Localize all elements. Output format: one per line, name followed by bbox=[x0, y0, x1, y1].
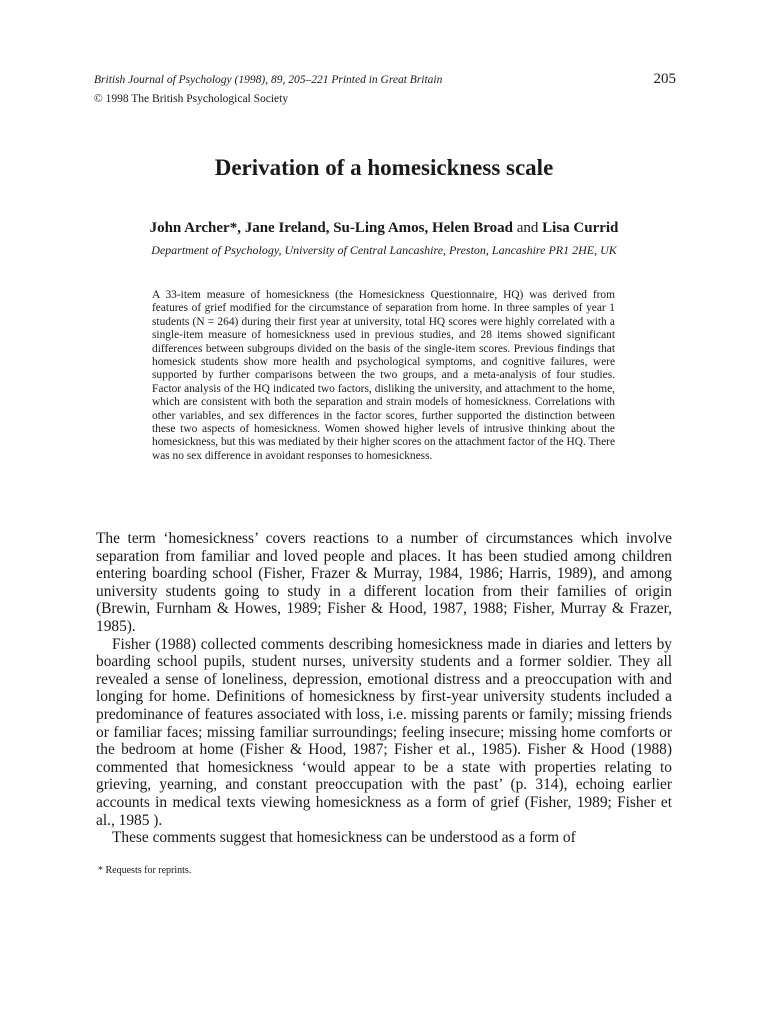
page-number: 205 bbox=[653, 71, 676, 87]
abstract: A 33-item measure of homesickness (the Homesickness Questionnaire, HQ) was derived from features of grief modified for the circumstance of separation from home. In three samples of year 1 students (N = 264) during their first year at university, total HQ scores were highly correlated with a single-item measure of homesickness used in previous studies, and 28 items showed significant differences between subgroups divided on the basis of the single-item scores. Previous findings that homesick students show more health and psychological symptoms, and cognitive failures, were supported by further comparisons between the two groups, and a meta-analysis of four studies. Factor analysis of the HQ indicated two factors, disliking the university, and attachment to the home, which are consistent with both the separation and strain models of homesickness. Correlations with other variables, and sex differences in the factor scores, further supported the distinction between these two aspects of homesickness. Women showed higher levels of intrusive thinking about the homesickness, but this was mediated by their higher scores on the attachment factor of the HQ. There was no sex difference in avoidant responses to homesickness. bbox=[152, 289, 615, 462]
footnote: * Requests for reprints. bbox=[98, 865, 192, 876]
body-paragraph-3: These comments suggest that homesickness can be understood as a form of bbox=[112, 829, 576, 847]
authors-main: John Archer*, Jane Ireland, Su-Ling Amos, Helen Broad bbox=[149, 220, 513, 236]
authors-last: Lisa Currid bbox=[542, 220, 619, 236]
body-paragraph-2: Fisher (1988) collected comments describing homesickness made in diaries and letters by boarding school pupils, student nurses, university students and a former soldier. They all revealed a sense of loneliness, depression, emotional distress and a preoccupation with and longing for home. Definitions of homesickness by first-year university students included a predominance of features associated with loss, i.e. missing parents or family; missing friends or familiar faces; missing familiar surroundings; feeling insecure; missing home comforts or the bedroom at home (Fisher & Hood, 1987; Fisher et al., 1985). Fisher & Hood (1988) commented that homesickness ‘would appear to be a state with properties relating to grieving, yearning, and constant preoccupation with the past’ (p. 314), echoing earlier accounts in medical texts viewing homesickness as a form of grief (Fisher, 1989; Fisher et al., 1985 ). bbox=[96, 635, 672, 829]
journal-citation: British Journal of Psychology (1998), 89, 205–221 Printed in Great Britain bbox=[94, 74, 443, 86]
body-text bbox=[96, 530, 672, 847]
author-list bbox=[0, 220, 768, 237]
article-title: Derivation of a homesickness scale bbox=[214, 155, 554, 180]
copyright-line: © 1998 The British Psychological Society bbox=[94, 93, 289, 105]
running-header bbox=[94, 70, 676, 109]
author-affiliation: Department of Psychology, University of Central Lancashire, Preston, Lancashire PR1 2HE, UK bbox=[151, 243, 617, 257]
body-paragraph-1: The term ‘homesickness’ covers reactions to a number of circumstances which involve separation from familiar and loved people and places. It has been studied among children entering boarding school (Fisher, Frazer & Murray, 1984, 1986; Harris, 1989), and among university students going to study in a different location from their families of origin (Brewin, Furnham & Howes, 1989; Fisher & Hood, 1987, 1988; Fisher, Murray & Frazer, 1985). bbox=[96, 530, 672, 635]
authors-and: and bbox=[512, 220, 543, 236]
